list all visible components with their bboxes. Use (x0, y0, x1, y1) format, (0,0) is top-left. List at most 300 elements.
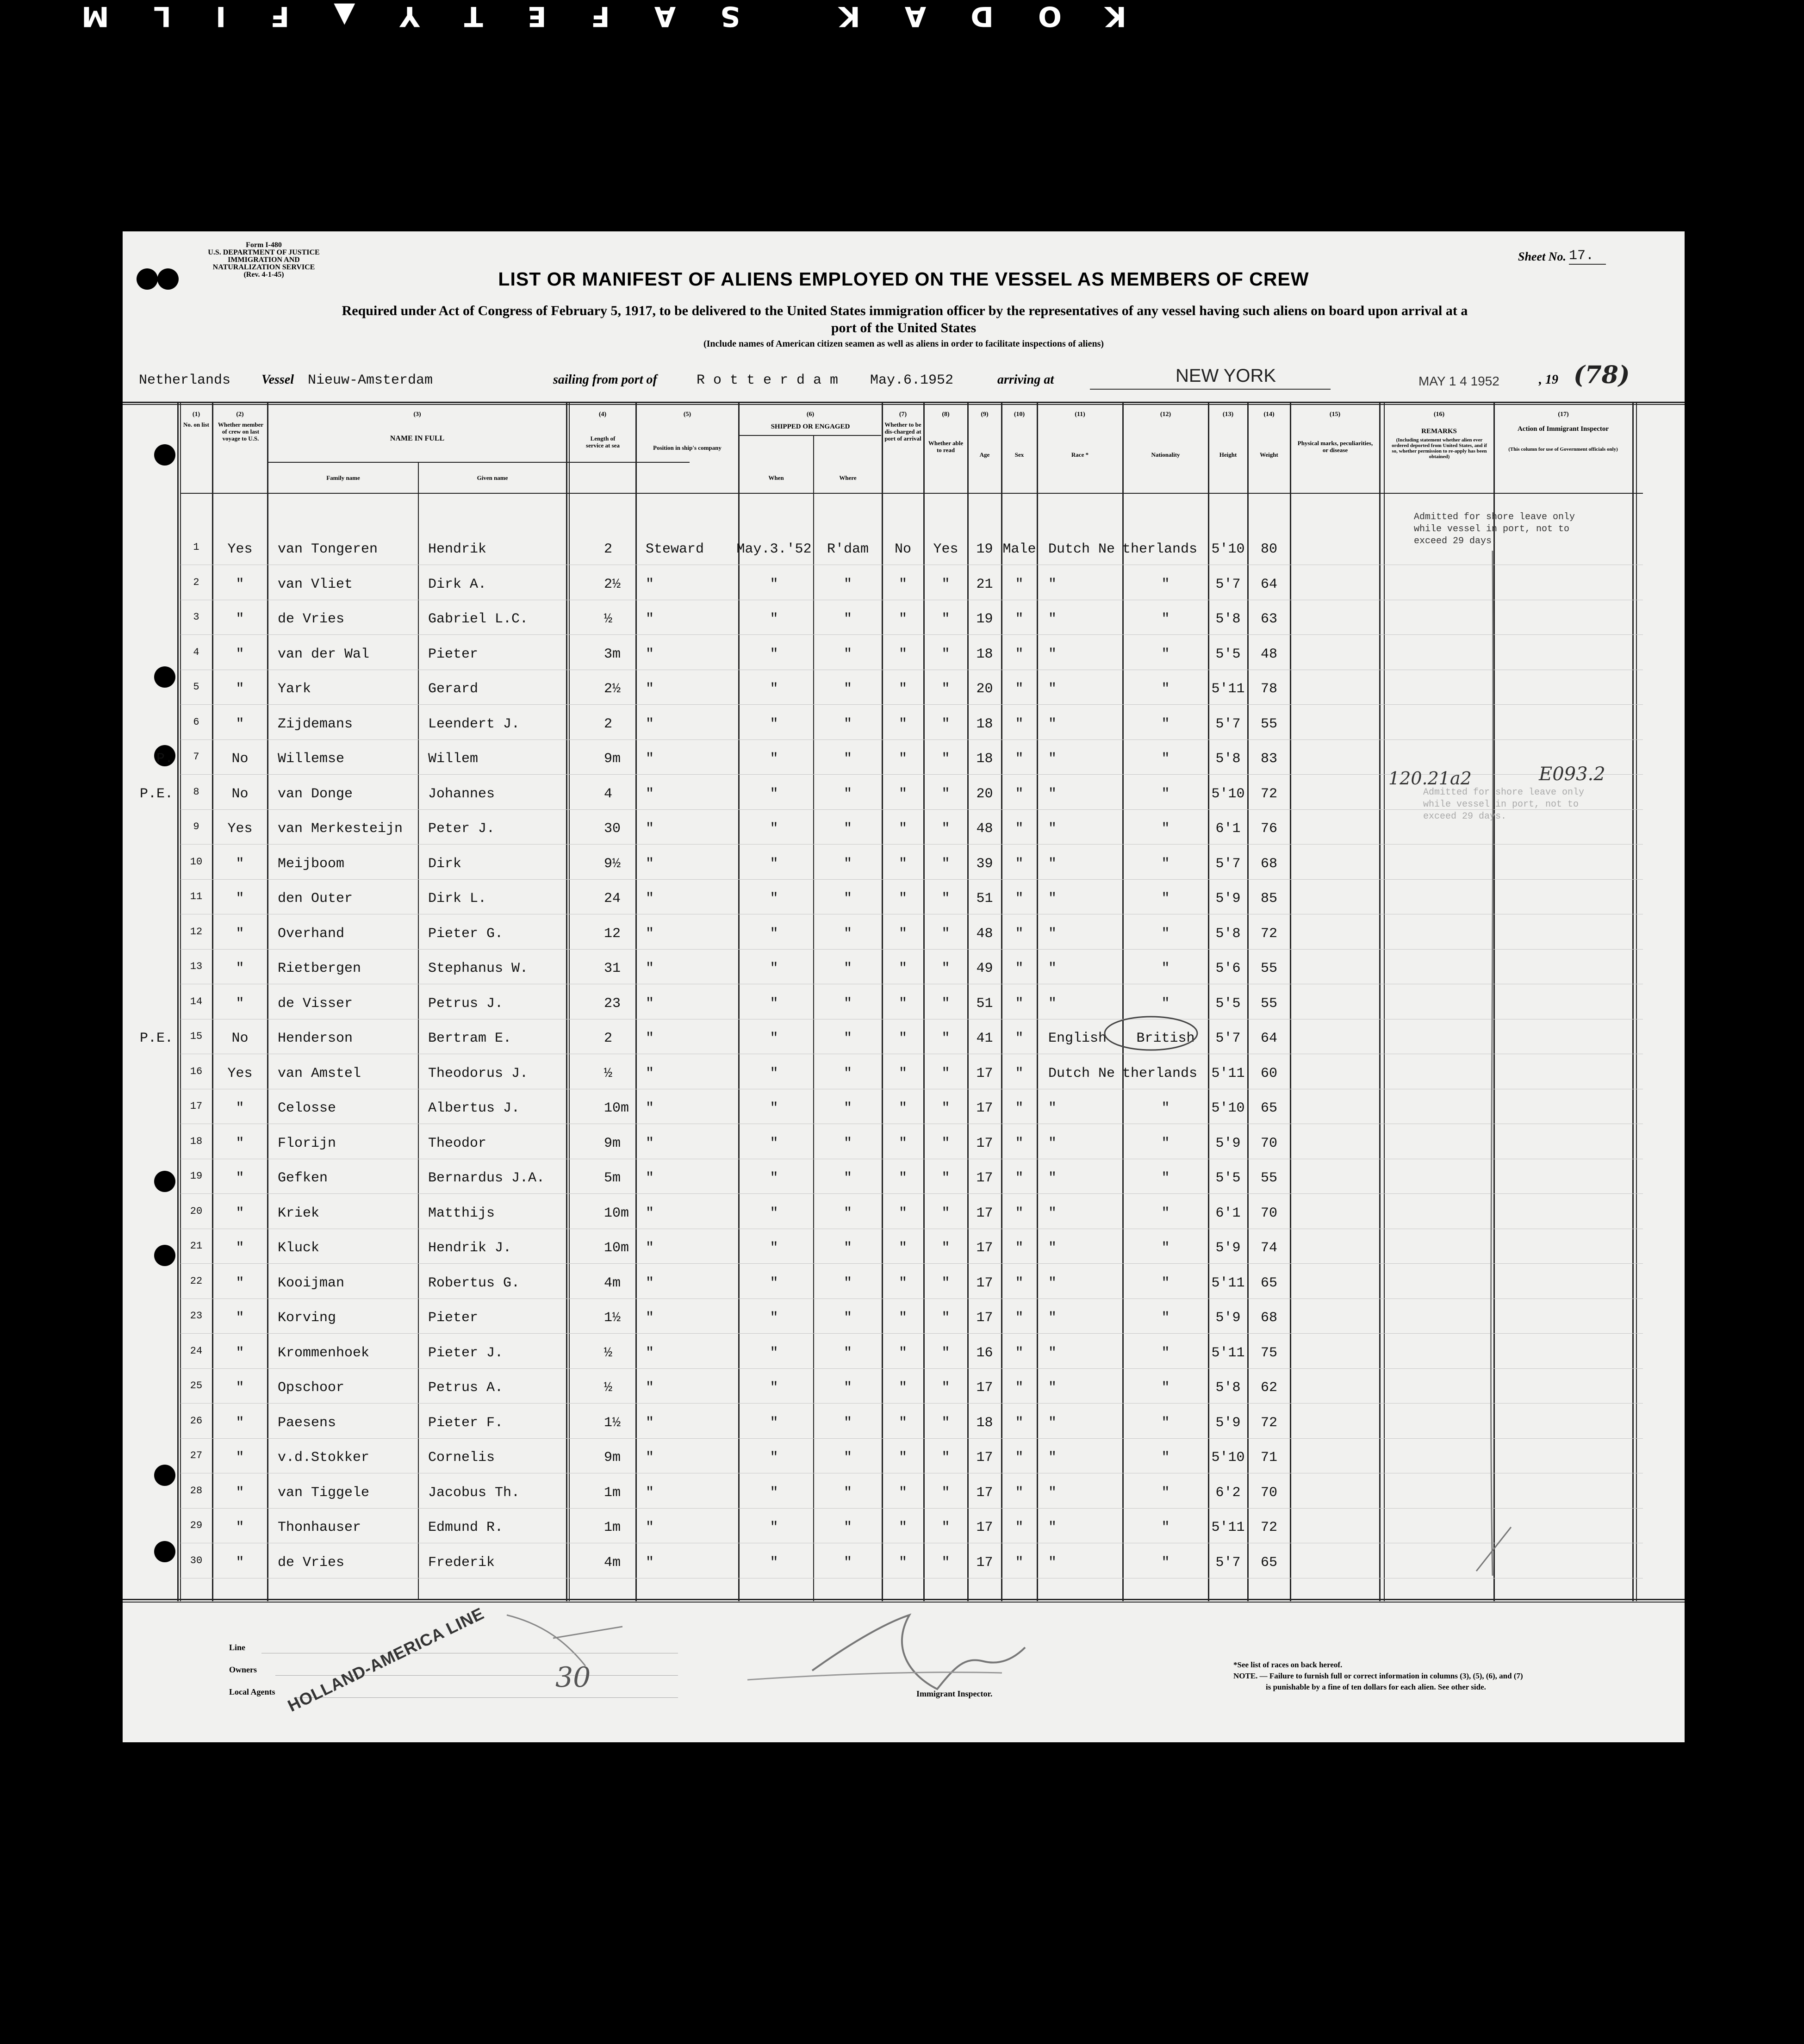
cell-weight: 71 (1260, 1450, 1277, 1466)
cell-height: 5'8 (1215, 926, 1241, 942)
cell-when: " (770, 1031, 778, 1046)
cell-position: " (646, 611, 654, 627)
col-header-discharge: Whether to be dis-charged at port of arrival (884, 421, 921, 442)
cell-prev: " (236, 926, 244, 942)
cell-prev: " (236, 1135, 244, 1151)
cell-height: 5'6 (1215, 961, 1241, 976)
col-header-action-note: (This column for use of Government officials only) (1508, 447, 1618, 452)
cell-age: 39 (976, 856, 993, 872)
cell-when: " (770, 1310, 778, 1326)
cell-given: Matthijs (428, 1205, 495, 1221)
cell-when: " (770, 1485, 778, 1501)
cell-weight: 72 (1260, 1415, 1277, 1431)
cell-race: " (1048, 1380, 1057, 1396)
cell-family: van Donge (278, 786, 353, 802)
cell-position: " (646, 891, 654, 907)
cell-nat: " (1161, 576, 1170, 592)
cell-prev: " (236, 1205, 244, 1221)
cell-height: 5'8 (1215, 751, 1241, 767)
cell-nat: " (1161, 1170, 1170, 1186)
cell-age: 16 (976, 1345, 993, 1361)
cell-weight: 72 (1260, 1520, 1277, 1535)
cell-given: Albertus J. (428, 1100, 520, 1116)
cell-family: den Outer (278, 891, 353, 907)
cell-nat: " (1161, 1520, 1170, 1535)
cell-given: Dirk A. (428, 576, 487, 592)
remarks-ditto-line (1491, 551, 1493, 1576)
cell-age: 21 (976, 576, 993, 592)
cell-family: Celosse (278, 1100, 336, 1116)
cell-sex: " (1015, 926, 1024, 942)
cell-given: Jacobus Th. (428, 1485, 520, 1501)
cell-service: 4m (604, 1275, 621, 1291)
cell-height: 5'10 (1211, 1100, 1245, 1116)
cell-height: 6'2 (1215, 1485, 1241, 1501)
cell-disch: " (898, 1240, 907, 1256)
cell-race: Dutch Ne (1048, 1065, 1115, 1081)
cell-nat: " (1161, 1554, 1170, 1571)
cell-prev: " (236, 1485, 244, 1501)
cell-prev: No (231, 1031, 249, 1046)
cell-height: 5'10 (1211, 786, 1245, 802)
cell-when: " (770, 856, 778, 872)
sailing-label: sailing from port of (553, 373, 657, 387)
cell-service: ½ (604, 1380, 613, 1396)
cell-sex: Male (1002, 541, 1036, 557)
cell-age: 48 (976, 926, 993, 942)
cell-when: " (770, 995, 778, 1012)
cell-race: " (1048, 1205, 1057, 1221)
cell-family: Opschoor (278, 1380, 345, 1396)
cell-race: " (1048, 1415, 1057, 1431)
cell-where: " (843, 1345, 852, 1361)
cell-position: " (646, 716, 654, 732)
cell-given: Pieter (428, 646, 479, 662)
col-num: (5) (683, 411, 691, 418)
cell-age: 51 (976, 891, 993, 907)
cell-no: 23 (190, 1310, 203, 1322)
cell-age: 17 (976, 1380, 993, 1396)
cell-weight: 65 (1260, 1275, 1277, 1291)
cell-where: " (843, 1310, 852, 1326)
cell-given: Edmund R. (428, 1520, 504, 1535)
cell-where: " (843, 926, 852, 942)
col-header-given: Given name (477, 474, 508, 481)
cell-race: " (1048, 891, 1057, 907)
cell-where: " (843, 1520, 852, 1535)
cell-weight: 72 (1260, 926, 1277, 942)
cell-position: " (646, 1380, 654, 1396)
cell-service: 10m (604, 1100, 629, 1116)
cell-family: van Amstel (278, 1065, 361, 1081)
cell-prev: " (236, 891, 244, 907)
cell-sex: " (1015, 995, 1024, 1012)
cell-age: 17 (976, 1135, 993, 1151)
cell-read: " (941, 1065, 950, 1081)
cell-age: 17 (976, 1485, 993, 1501)
departure-date: May.6.1952 (870, 373, 954, 388)
cell-nat: " (1161, 1450, 1170, 1466)
col-num: (15) (1329, 411, 1341, 418)
col-num: (3) (413, 411, 421, 418)
cell-nat: " (1161, 1275, 1170, 1291)
cell-position: " (646, 786, 654, 802)
cell-disch: " (898, 786, 907, 802)
cell-position: " (646, 751, 654, 767)
cell-family: Meijboom (278, 856, 345, 872)
cell-nat: " (1161, 1240, 1170, 1256)
cell-weight: 72 (1260, 786, 1277, 802)
cell-no: 19 (190, 1170, 203, 1182)
vessel-label: Vessel (261, 373, 294, 387)
cell-family: Thonhauser (278, 1520, 361, 1535)
cell-height: 5'9 (1215, 1415, 1241, 1431)
cell-prev: " (236, 681, 244, 697)
cell-weight: 68 (1260, 856, 1277, 872)
cell-disch: " (898, 1345, 907, 1361)
cell-nat: " (1161, 1345, 1170, 1361)
cell-no: 13 (190, 961, 203, 972)
cell-race: " (1048, 1100, 1057, 1116)
col-num: (9) (981, 411, 989, 418)
cell-given: Leendert J. (428, 716, 520, 732)
cell-sex: " (1015, 576, 1024, 592)
cell-when: " (770, 716, 778, 732)
col-header-shipped: SHIPPED OR ENGAGED (771, 423, 850, 430)
col-header-remarks-note: (Including statement whether alien ever ordered deported from United States, and if so, whether permission to re-apply has been obtained) (1392, 437, 1487, 460)
cell-race: " (1048, 716, 1057, 732)
cell-weight: 55 (1260, 1170, 1277, 1186)
cell-given: Theodor (428, 1135, 487, 1151)
cell-age: 20 (976, 786, 993, 802)
departure-port: R o t t e r d a m (697, 373, 839, 388)
cell-weight: 63 (1260, 611, 1277, 627)
cell-race: " (1048, 1554, 1057, 1571)
cell-nat: " (1161, 681, 1170, 697)
cell-race: " (1048, 1275, 1057, 1291)
cell-race: " (1048, 1345, 1057, 1361)
cell-read: " (941, 751, 950, 767)
cell-family: Zijdemans (278, 716, 353, 732)
cell-no: 29 (190, 1520, 203, 1531)
cell-weight: 70 (1260, 1205, 1277, 1221)
cell-no: 27 (190, 1450, 203, 1461)
cell-given: Frederik (428, 1554, 495, 1571)
cell-weight: 55 (1260, 961, 1277, 976)
cell-read: " (941, 891, 950, 907)
signature-underline (747, 1672, 1002, 1680)
cell-race: " (1048, 1450, 1057, 1466)
col-header-sex: Sex (1014, 451, 1024, 458)
cell-where: " (843, 1031, 852, 1046)
cell-disch: " (898, 1554, 907, 1571)
form-number: Form I-480 (246, 241, 282, 249)
cell-when: " (770, 961, 778, 976)
cell-height: 5'5 (1215, 1170, 1241, 1186)
cell-nat: therlands (1122, 541, 1198, 557)
cell-prev: No (231, 786, 249, 802)
cell-given: Robertus G. (428, 1275, 520, 1291)
cell-family: de Visser (278, 995, 353, 1012)
inspector-label: Immigrant Inspector. (916, 1689, 993, 1698)
cell-prev: " (236, 1345, 244, 1361)
cell-disch: No (894, 541, 911, 557)
cell-no: 9 (193, 821, 199, 833)
arrival-date: MAY 1 4 1952 (1418, 374, 1499, 388)
cell-disch: " (898, 716, 907, 732)
cell-height: 5'10 (1211, 1450, 1245, 1466)
cell-prev: " (236, 1450, 244, 1466)
cell-weight: 55 (1260, 716, 1277, 732)
cell-read: " (941, 961, 950, 976)
cell-weight: 65 (1260, 1554, 1277, 1571)
cell-disch: " (898, 1065, 907, 1081)
cell-weight: 70 (1260, 1135, 1277, 1151)
cell-when: " (770, 1380, 778, 1396)
cell-margin: P. (156, 751, 173, 767)
cell-where: " (843, 1275, 852, 1291)
cell-service: ½ (604, 1065, 613, 1081)
cell-height: 5'10 (1211, 541, 1245, 557)
cell-nat: " (1161, 1380, 1170, 1396)
inspector-signature (812, 1615, 1025, 1689)
cell-disch: " (898, 1415, 907, 1431)
cell-disch: " (898, 891, 907, 907)
annotation-marks (123, 231, 1685, 1742)
cell-read: " (941, 1205, 950, 1221)
cell-given: Petrus J. (428, 995, 504, 1012)
cell-disch: " (898, 611, 907, 627)
cell-where: " (843, 1100, 852, 1116)
cell-read: " (941, 1554, 950, 1571)
cell-no: 14 (190, 995, 203, 1007)
cell-no: 21 (190, 1240, 203, 1252)
cell-nat: " (1161, 1100, 1170, 1116)
cell-sex: " (1015, 1345, 1024, 1361)
cell-when: " (770, 681, 778, 697)
cell-read: " (941, 1310, 950, 1326)
cell-prev: " (236, 611, 244, 627)
cell-when: " (770, 1170, 778, 1186)
cell-nat: " (1161, 1135, 1170, 1151)
cell-race: " (1048, 751, 1057, 767)
cell-where: " (843, 611, 852, 627)
col-num: (16) (1433, 411, 1445, 418)
cell-race: " (1048, 1485, 1057, 1501)
cell-nat: British (1136, 1031, 1195, 1046)
cell-prev: Yes (227, 541, 253, 557)
cell-sex: " (1015, 961, 1024, 976)
cell-no: 3 (193, 611, 199, 623)
cell-position: " (646, 1310, 654, 1326)
cell-position: " (646, 926, 654, 942)
cell-no: 20 (190, 1205, 203, 1217)
cell-position: " (646, 576, 654, 592)
cell-given: Pieter (428, 1310, 479, 1326)
cell-disch: " (898, 995, 907, 1012)
cell-age: 18 (976, 751, 993, 767)
cell-when: " (770, 821, 778, 837)
footer-agents-label: Local Agents (229, 1687, 275, 1696)
cell-read: " (941, 1345, 950, 1361)
cell-age: 41 (976, 1031, 993, 1046)
col-num: (11) (1075, 411, 1085, 418)
cell-read: " (941, 1031, 950, 1046)
cell-prev: " (236, 1170, 244, 1186)
cell-height: 5'11 (1211, 681, 1245, 697)
cell-when: May.3.'52 (736, 541, 812, 557)
cell-nat: " (1161, 995, 1170, 1012)
cell-height: 5'9 (1215, 1310, 1241, 1326)
cell-read: " (941, 646, 950, 662)
page-title: LIST OR MANIFEST OF ALIENS EMPLOYED ON THE VESSEL AS MEMBERS OF CREW (498, 268, 1309, 290)
cell-read: " (941, 1380, 950, 1396)
cell-where: " (843, 751, 852, 767)
cell-where: " (843, 681, 852, 697)
col-num: (8) (942, 411, 950, 418)
cell-weight: 83 (1260, 751, 1277, 767)
cell-where: " (843, 576, 852, 592)
cell-race: " (1048, 1135, 1057, 1151)
handwritten-code-2: E093.2 (1539, 764, 1605, 785)
cell-service: 4m (604, 1554, 621, 1571)
subtitle-note: (Include names of American citizen seamen as well as aliens in order to facilitate inspections of aliens) (703, 339, 1104, 349)
cell-where: " (843, 856, 852, 872)
cell-family: Overhand (278, 926, 345, 942)
cell-disch: " (898, 681, 907, 697)
cell-sex: " (1015, 751, 1024, 767)
cell-nat: " (1161, 611, 1170, 627)
cell-height: 5'9 (1215, 1240, 1241, 1256)
cell-age: 17 (976, 1240, 993, 1256)
handwritten-code-1: 120.21a2 (1388, 768, 1472, 789)
cell-read: " (941, 716, 950, 732)
cell-weight: 85 (1260, 891, 1277, 907)
col-num: (14) (1263, 411, 1275, 418)
cell-where: " (843, 786, 852, 802)
cell-no: 4 (193, 646, 199, 658)
cell-race: " (1048, 926, 1057, 942)
cell-height: 5'9 (1215, 1135, 1241, 1151)
cell-nat: " (1161, 646, 1170, 662)
cell-height: 5'5 (1215, 995, 1241, 1012)
cell-age: 17 (976, 1065, 993, 1081)
cell-weight: 70 (1260, 1485, 1277, 1501)
cell-disch: " (898, 1205, 907, 1221)
cell-height: 5'7 (1215, 576, 1241, 592)
cell-read: " (941, 856, 950, 872)
cell-weight: 68 (1260, 1310, 1277, 1326)
cell-weight: 60 (1260, 1065, 1277, 1081)
vessel-name: Nieuw-Amsterdam (308, 373, 433, 388)
cell-disch: " (898, 1031, 907, 1046)
cell-weight: 74 (1260, 1240, 1277, 1256)
cell-nat: " (1161, 821, 1170, 837)
cell-race: English (1048, 1031, 1107, 1046)
year-label: , 19 (1539, 373, 1558, 387)
col-header-age: Age (979, 451, 990, 458)
cell-prev: " (236, 1380, 244, 1396)
cell-prev: Yes (227, 821, 253, 837)
cell-weight: 55 (1260, 995, 1277, 1012)
cell-nat: " (1161, 1205, 1170, 1221)
cell-when: " (770, 1415, 778, 1431)
cell-nat: " (1161, 1310, 1170, 1326)
col-header-no: No. on list (183, 421, 209, 428)
cell-no: 5 (193, 681, 199, 693)
col-header-when: When (768, 474, 784, 481)
cell-age: 48 (976, 821, 993, 837)
cell-disch: " (898, 961, 907, 976)
subtitle-line2: port of the United States (831, 320, 977, 335)
cell-family: Paesens (278, 1415, 336, 1431)
cell-height: 5'9 (1215, 891, 1241, 907)
cell-where: " (843, 995, 852, 1012)
cell-read: " (941, 786, 950, 802)
cell-no: 30 (190, 1554, 203, 1566)
cell-position: " (646, 1031, 654, 1046)
cell-read: " (941, 1415, 950, 1431)
cell-where: " (843, 1554, 852, 1571)
cell-family: Florijn (278, 1135, 336, 1151)
cell-service: 9m (604, 1450, 621, 1466)
cell-family: de Vries (278, 1554, 345, 1571)
cell-given: Bertram E. (428, 1031, 512, 1046)
cell-weight: 76 (1260, 821, 1277, 837)
cell-age: 17 (976, 1205, 993, 1221)
cell-position: " (646, 1520, 654, 1535)
cell-sex: " (1015, 1065, 1024, 1081)
col-header-race: Race * (1071, 451, 1089, 458)
form-rev: (Rev. 4-1-45) (243, 271, 284, 279)
cell-given: Gerard (428, 681, 479, 697)
cell-given: Cornelis (428, 1450, 495, 1466)
cell-disch: " (898, 646, 907, 662)
cell-sex: " (1015, 1380, 1024, 1396)
cell-race: Dutch Ne (1048, 541, 1115, 557)
cell-read: " (941, 995, 950, 1012)
cell-where: " (843, 716, 852, 732)
cell-service: 2½ (604, 576, 621, 592)
cell-prev: " (236, 961, 244, 976)
cell-prev: No (231, 751, 249, 767)
cell-disch: " (898, 1380, 907, 1396)
cell-no: 1 (193, 541, 199, 553)
cell-position: Steward (646, 541, 704, 557)
cell-where: " (843, 1380, 852, 1396)
cell-sex: " (1015, 1310, 1024, 1326)
cell-sex: " (1015, 1135, 1024, 1151)
handwritten-number: (78) (1574, 361, 1630, 389)
cell-no: 16 (190, 1065, 203, 1077)
cell-read: " (941, 1100, 950, 1116)
cell-given: Theodorus J. (428, 1065, 529, 1081)
cell-no: 18 (190, 1135, 203, 1147)
cell-position: " (646, 1415, 654, 1431)
col-header-position: Position in ship's company (653, 444, 722, 451)
col-num: (10) (1014, 411, 1025, 418)
col-num: (6) (806, 411, 815, 418)
col-header-weight: Weight (1260, 451, 1278, 458)
cell-height: 6'1 (1215, 1205, 1241, 1221)
cell-given: Hendrik (428, 541, 487, 557)
cell-nat: " (1161, 891, 1170, 907)
cell-family: Kluck (278, 1240, 320, 1256)
cell-prev: " (236, 1520, 244, 1535)
cell-nat: therlands (1122, 1065, 1198, 1081)
cell-nat: " (1161, 926, 1170, 942)
cell-age: 17 (976, 1100, 993, 1116)
